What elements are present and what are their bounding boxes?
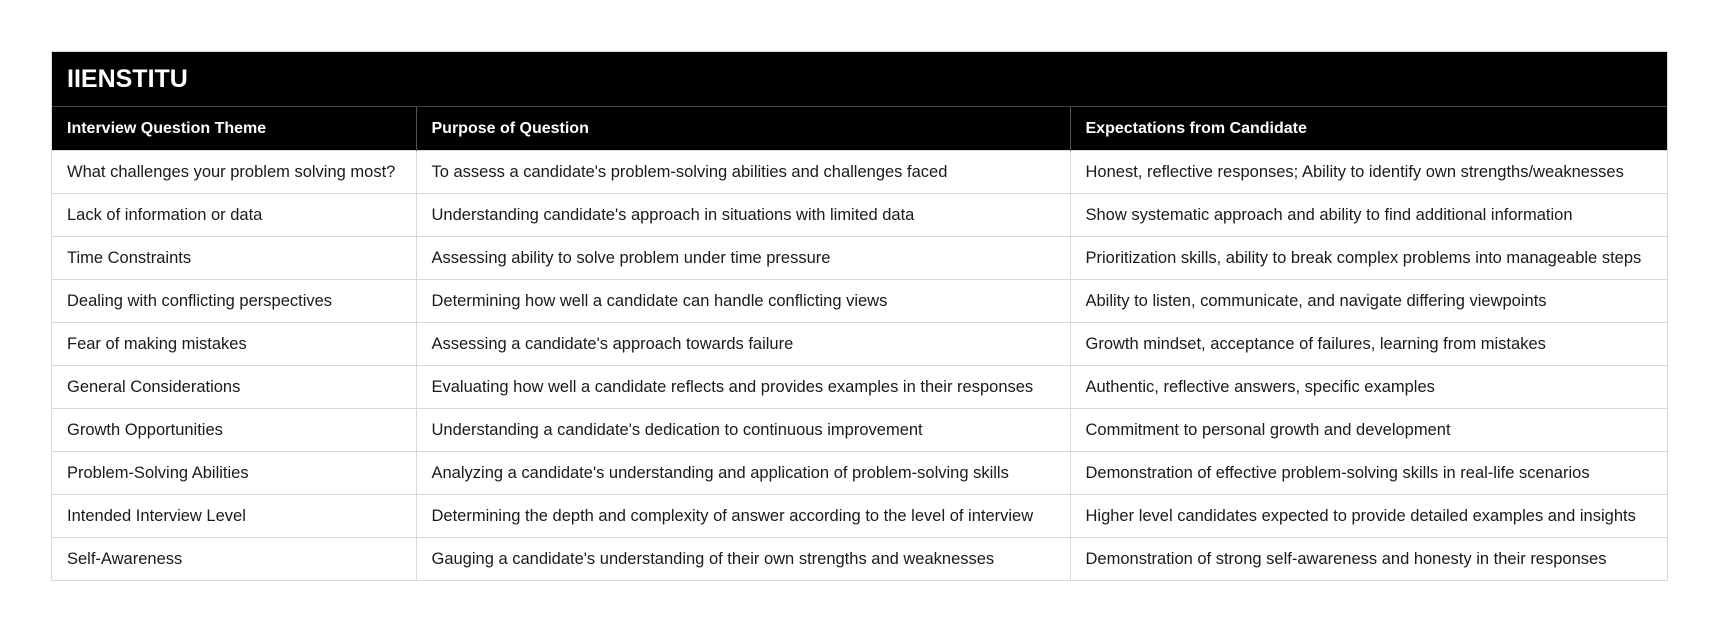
cell-expectations: Prioritization skills, ability to break complex problems into manageable steps — [1070, 237, 1667, 280]
interview-table — [51, 51, 1668, 581]
cell-theme: Time Constraints — [52, 237, 416, 280]
cell-theme: Dealing with conflicting perspectives — [52, 280, 416, 323]
table-row — [52, 409, 1667, 452]
cell-theme: Growth Opportunities — [52, 409, 416, 452]
cell-theme: Intended Interview Level — [52, 495, 416, 538]
column-header-theme: Interview Question Theme — [52, 107, 416, 151]
cell-theme: Self-Awareness — [52, 538, 416, 581]
table-row — [52, 452, 1667, 495]
table-row — [52, 151, 1667, 194]
cell-expectations: Show systematic approach and ability to find additional information — [1070, 194, 1667, 237]
cell-theme: General Considerations — [52, 366, 416, 409]
cell-expectations: Demonstration of strong self-awareness and honesty in their responses — [1070, 538, 1667, 581]
header-row — [52, 107, 1667, 151]
table-row — [52, 366, 1667, 409]
data-table — [52, 106, 1667, 580]
table-row — [52, 194, 1667, 237]
table-row — [52, 495, 1667, 538]
cell-purpose: Analyzing a candidate's understanding and application of problem-solving skills — [416, 452, 1070, 495]
table-row — [52, 237, 1667, 280]
cell-expectations: Ability to listen, communicate, and navigate differing viewpoints — [1070, 280, 1667, 323]
table-row — [52, 280, 1667, 323]
cell-purpose: Determining the depth and complexity of answer according to the level of interview — [416, 495, 1070, 538]
table-row — [52, 323, 1667, 366]
cell-purpose: Understanding candidate's approach in situations with limited data — [416, 194, 1070, 237]
cell-theme: What challenges your problem solving most? — [52, 151, 416, 194]
cell-theme: Problem-Solving Abilities — [52, 452, 416, 495]
cell-theme: Fear of making mistakes — [52, 323, 416, 366]
column-header-expectations: Expectations from Candidate — [1070, 107, 1667, 151]
cell-expectations: Demonstration of effective problem-solving skills in real-life scenarios — [1070, 452, 1667, 495]
cell-purpose: Assessing a candidate's approach towards failure — [416, 323, 1070, 366]
cell-expectations: Commitment to personal growth and development — [1070, 409, 1667, 452]
cell-purpose: Assessing ability to solve problem under time pressure — [416, 237, 1070, 280]
cell-purpose: To assess a candidate's problem-solving abilities and challenges faced — [416, 151, 1070, 194]
cell-expectations: Authentic, reflective answers, specific examples — [1070, 366, 1667, 409]
cell-expectations: Growth mindset, acceptance of failures, learning from mistakes — [1070, 323, 1667, 366]
cell-purpose: Determining how well a candidate can handle conflicting views — [416, 280, 1070, 323]
table-row — [52, 538, 1667, 581]
column-header-purpose: Purpose of Question — [416, 107, 1070, 151]
cell-theme: Lack of information or data — [52, 194, 416, 237]
cell-expectations: Honest, reflective responses; Ability to identify own strengths/weaknesses — [1070, 151, 1667, 194]
cell-purpose: Evaluating how well a candidate reflects and provides examples in their responses — [416, 366, 1070, 409]
cell-purpose: Gauging a candidate's understanding of their own strengths and weaknesses — [416, 538, 1070, 581]
cell-purpose: Understanding a candidate's dedication to continuous improvement — [416, 409, 1070, 452]
table-title: IIENSTITU — [52, 52, 1667, 106]
cell-expectations: Higher level candidates expected to provide detailed examples and insights — [1070, 495, 1667, 538]
